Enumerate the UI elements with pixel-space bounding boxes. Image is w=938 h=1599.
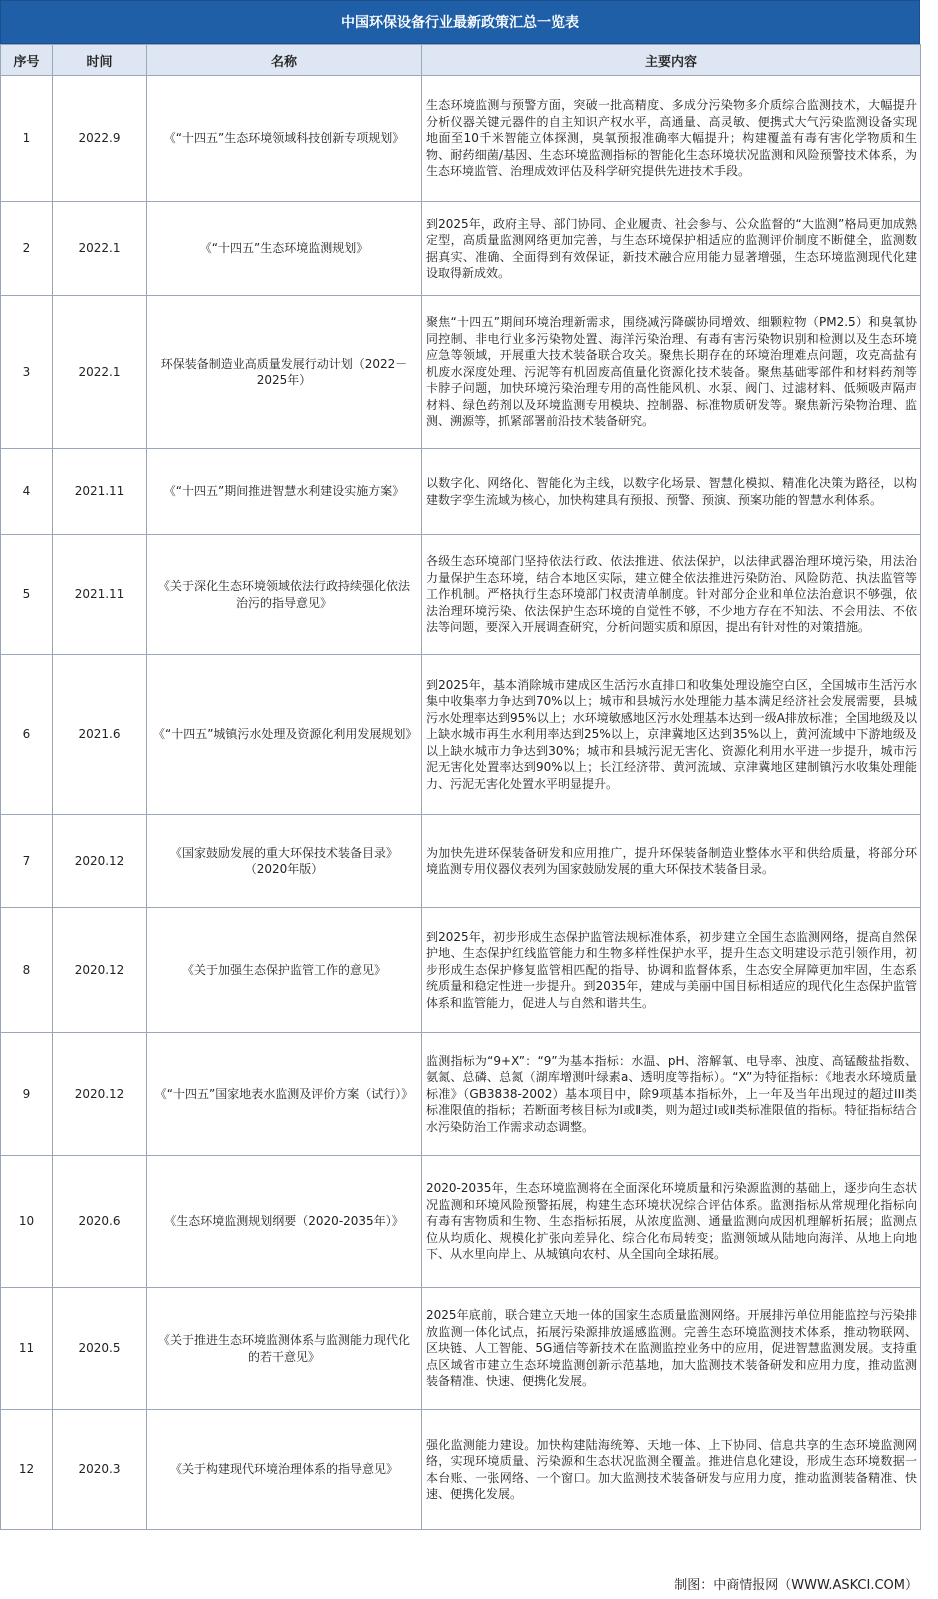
policy-name: 《关于推进生态环境监测体系与监测能力现代化的若干意见》 — [147, 1288, 422, 1410]
table-row — [1, 815, 921, 908]
row-number: 3 — [1, 296, 53, 449]
table-row — [1, 1410, 921, 1530]
policy-name: 《“十四五”城镇污水处理及资源化利用发展规划》 — [147, 655, 422, 815]
header-name: 名称 — [147, 45, 422, 76]
row-number: 6 — [1, 655, 53, 815]
table-row — [1, 296, 921, 449]
table-title: 中国环保设备行业最新政策汇总一览表 — [0, 0, 920, 44]
table-row — [1, 1033, 921, 1156]
header-content: 主要内容 — [422, 45, 921, 76]
row-date: 2021.11 — [53, 535, 147, 655]
row-date: 2021.6 — [53, 655, 147, 815]
row-date: 2022.1 — [53, 202, 147, 296]
table-row — [1, 76, 921, 202]
header-date: 时间 — [53, 45, 147, 76]
row-date: 2022.9 — [53, 76, 147, 202]
policy-name: 《“十四五”国家地表水监测及评价方案（试行）》 — [147, 1033, 422, 1156]
policy-content: 到2025年，初步形成生态保护监管法规标准体系，初步建立全国生态监测网络，提高自然保护地、生态保护红线监管能力和生物多样性保护水平，提升生态文明建设示范引领作用，初步形成生态保护修复监管相匹配的指导、协调和监督体系，生态安全屏障更加牢固，生态系统质量和稳定性进一步提升。到2035年，建成与美丽中国目标相适应的现代化生态保护监管体系和监管能力，促进人与自然和谐共生。 — [422, 908, 921, 1033]
row-number: 9 — [1, 1033, 53, 1156]
row-number: 11 — [1, 1288, 53, 1410]
table-row — [1, 535, 921, 655]
policy-content: 到2025年，基本消除城市建成区生活污水直排口和收集处理设施空白区，全国城市生活污水集中收集率力争达到70%以上；城市和县城污水处理能力基本满足经济社会发展需要，县城污水处理率达到95%以上；水环境敏感地区污水处理基本达到一级A排放标准；全国地级及以上缺水城市再生水利用率达到25%以上，京津冀地区达到35%以上，黄河流域中下游地级及以上缺水城市力争达到30%；城市和县城污泥无害化、资源化利用水平进一步提升，城市污泥无害化处置率达到90%以上；长江经济带、黄河流域、京津冀地区建制镇污水收集处理能力、污泥无害化处置水平明显提升。 — [422, 655, 921, 815]
policy-name: 《生态环境监测规划纲要（2020-2035年）》 — [147, 1156, 422, 1288]
policy-name: 《关于深化生态环境领域依法行政持续强化依法治污的指导意见》 — [147, 535, 422, 655]
policy-table — [0, 44, 921, 1530]
policy-name: 环保装备制造业高质量发展行动计划（2022－2025年） — [147, 296, 422, 449]
policy-content: 为加快先进环保装备研发和应用推广，提升环保装备制造业整体水平和供给质量，将部分环境监测专用仪器仪表列为国家鼓励发展的重大环保技术装备目录。 — [422, 815, 921, 908]
row-number: 4 — [1, 449, 53, 535]
table-header-row — [1, 45, 921, 76]
row-date: 2021.11 — [53, 449, 147, 535]
row-date: 2020.12 — [53, 908, 147, 1033]
table-row — [1, 655, 921, 815]
table-row — [1, 1288, 921, 1410]
policy-name: 《“十四五”生态环境领域科技创新专项规划》 — [147, 76, 422, 202]
row-number: 7 — [1, 815, 53, 908]
policy-content: 强化监测能力建设。加快构建陆海统筹、天地一体、上下协同、信息共享的生态环境监测网络，实现环境质量、污染源和生态状况监测全覆盖。推进信息化建设，形成生态环境数据一本台账、一张网络、一个窗口。加大监测技术装备研发与应用力度，推动监测装备精准、快速、便携化发展。 — [422, 1410, 921, 1530]
table-row — [1, 202, 921, 296]
row-number: 12 — [1, 1410, 53, 1530]
policy-content: 聚焦“十四五”期间环境治理新需求，围绕减污降碳协同增效、细颗粒物（PM2.5）和臭氧协同控制、非电行业多污染物处置、海洋污染治理、有毒有害污染物识别和检测以及生态环境应急等领域，开展重大技术装备联合攻关。聚焦长期存在的环境治理难点问题，攻克高盐有机废水深度处理、污泥等有机固废高值量化资源化技术装备。聚焦基础零部件和材料药剂等卡脖子问题，加快环境污染治理专用的高性能风机、水泵、阀门、过滤材料、低频吸声隔声材料、绿色药剂以及环境监测专用模块、控制器、标准物质研发等。聚焦新污染物治理、监测、溯源等，抓紧部署前沿技术装备研究。 — [422, 296, 921, 449]
table-row — [1, 908, 921, 1033]
policy-name: 《“十四五”期间推进智慧水利建设实施方案》 — [147, 449, 422, 535]
policy-name: 《“十四五”生态环境监测规划》 — [147, 202, 422, 296]
row-date: 2020.6 — [53, 1156, 147, 1288]
row-date: 2020.12 — [53, 1033, 147, 1156]
table-row — [1, 449, 921, 535]
row-number: 1 — [1, 76, 53, 202]
row-date: 2020.12 — [53, 815, 147, 908]
policy-name: 《国家鼓励发展的重大环保技术装备目录》（2020年版） — [147, 815, 422, 908]
row-number: 8 — [1, 908, 53, 1033]
row-number: 5 — [1, 535, 53, 655]
policy-content: 生态环境监测与预警方面，突破一批高精度、多成分污染物多介质综合监测技术，大幅提升分析仪器关键元器件的自主知识产权水平，高通量、高灵敏、便携式大气污染监测设备实现地面至10千米智能立体探测，臭氧预报准确率大幅提升；构建覆盖有毒有害化学物质和生物、耐药细菌/基因、生态环境监测指标的智能化生态环境状况监测和风险预警技术体系，为生态环境监管、治理成效评估及科学研究提供先进技术手段。 — [422, 76, 921, 202]
row-number: 2 — [1, 202, 53, 296]
policy-content: 到2025年，政府主导、部门协同、企业履责、社会参与、公众监督的“大监测”格局更加成熟定型，高质量监测网络更加完善，与生态环境保护相适应的监测评价制度不断健全，监测数据真实、准确、全面得到有效保证，新技术融合应用能力显著增强，生态环境监测现代化建设取得新成效。 — [422, 202, 921, 296]
policy-content: 2025年底前，联合建立天地一体的国家生态质量监测网络。开展排污单位用能监控与污染排放监测一体化试点，拓展污染源排放遥感监测。完善生态环境监测技术体系，推动物联网、区块链、人工智能、5G通信等新技术在监测监控业务中的应用，促进智慧监测发展。支持重点区域省市建立生态环境监测创新示范基地，加大监测技术装备研发和应用力度，推动监测装备精准、快速、便携化发展。 — [422, 1288, 921, 1410]
policy-content: 各级生态环境部门坚持依法行政、依法推进、依法保护，以法律武器治理环境污染，用法治力量保护生态环境，结合本地区实际，建立健全依法推进污染防治、风险防范、执法监管等工作机制。严格执行生态环境部门权责清单制度。针对部分企业和单位法治意识不够强，依法治理环境污染、依法保护生态环境的自觉性不够，不少地方存在不知法、不会用法、不依法等问题，要深入开展调查研究，分析问题实质和原因，提出有针对性的对策措施。 — [422, 535, 921, 655]
policy-content: 以数字化、网络化、智能化为主线，以数字化场景、智慧化模拟、精准化决策为路径，以构建数字孪生流域为核心，加快构建具有预报、预警、预演、预案功能的智慧水利体系。 — [422, 449, 921, 535]
row-date: 2020.3 — [53, 1410, 147, 1530]
policy-name: 《关于加强生态保护监管工作的意见》 — [147, 908, 422, 1033]
policy-content: 监测指标为“9+X”：“9”为基本指标：水温、pH、溶解氧、电导率、浊度、高锰酸盐指数、氨氮、总磷、总氮（湖库增测叶绿素a、透明度等指标）。“X”为特征指标：《地表水环境质量标准》（GB3838-2002）基本项目中，除9项基本指标外，上一年及当年出现过的超过III类标准限值的指标；若断面考核目标为Ⅰ或Ⅱ类，则为超过Ⅰ或Ⅱ类标准限值的指标。特征指标结合水污染防治工作需求动态调整。 — [422, 1033, 921, 1156]
row-number: 10 — [1, 1156, 53, 1288]
header-no: 序号 — [1, 45, 53, 76]
row-date: 2020.5 — [53, 1288, 147, 1410]
row-date: 2022.1 — [53, 296, 147, 449]
policy-name: 《关于构建现代环境治理体系的指导意见》 — [147, 1410, 422, 1530]
table-row — [1, 1156, 921, 1288]
policy-content: 2020-2035年，生态环境监测将在全面深化环境质量和污染源监测的基础上，逐步向生态状况监测和环境风险预警拓展，构建生态环境状况综合评估体系。监测指标从常规理化指标向有毒有害物质和生物、生态指标拓展，从浓度监测、通量监测向成因机理解析拓展；监测点位从均质化、规模化扩张向差异化、综合化布局转变；监测领域从陆地向海洋、从地上向地下、从水里向岸上、从城镇向农村、从全国向全球拓展。 — [422, 1156, 921, 1288]
source-credit: 制图：中商情报网（WWW.ASKCI.COM） — [674, 1578, 918, 1593]
